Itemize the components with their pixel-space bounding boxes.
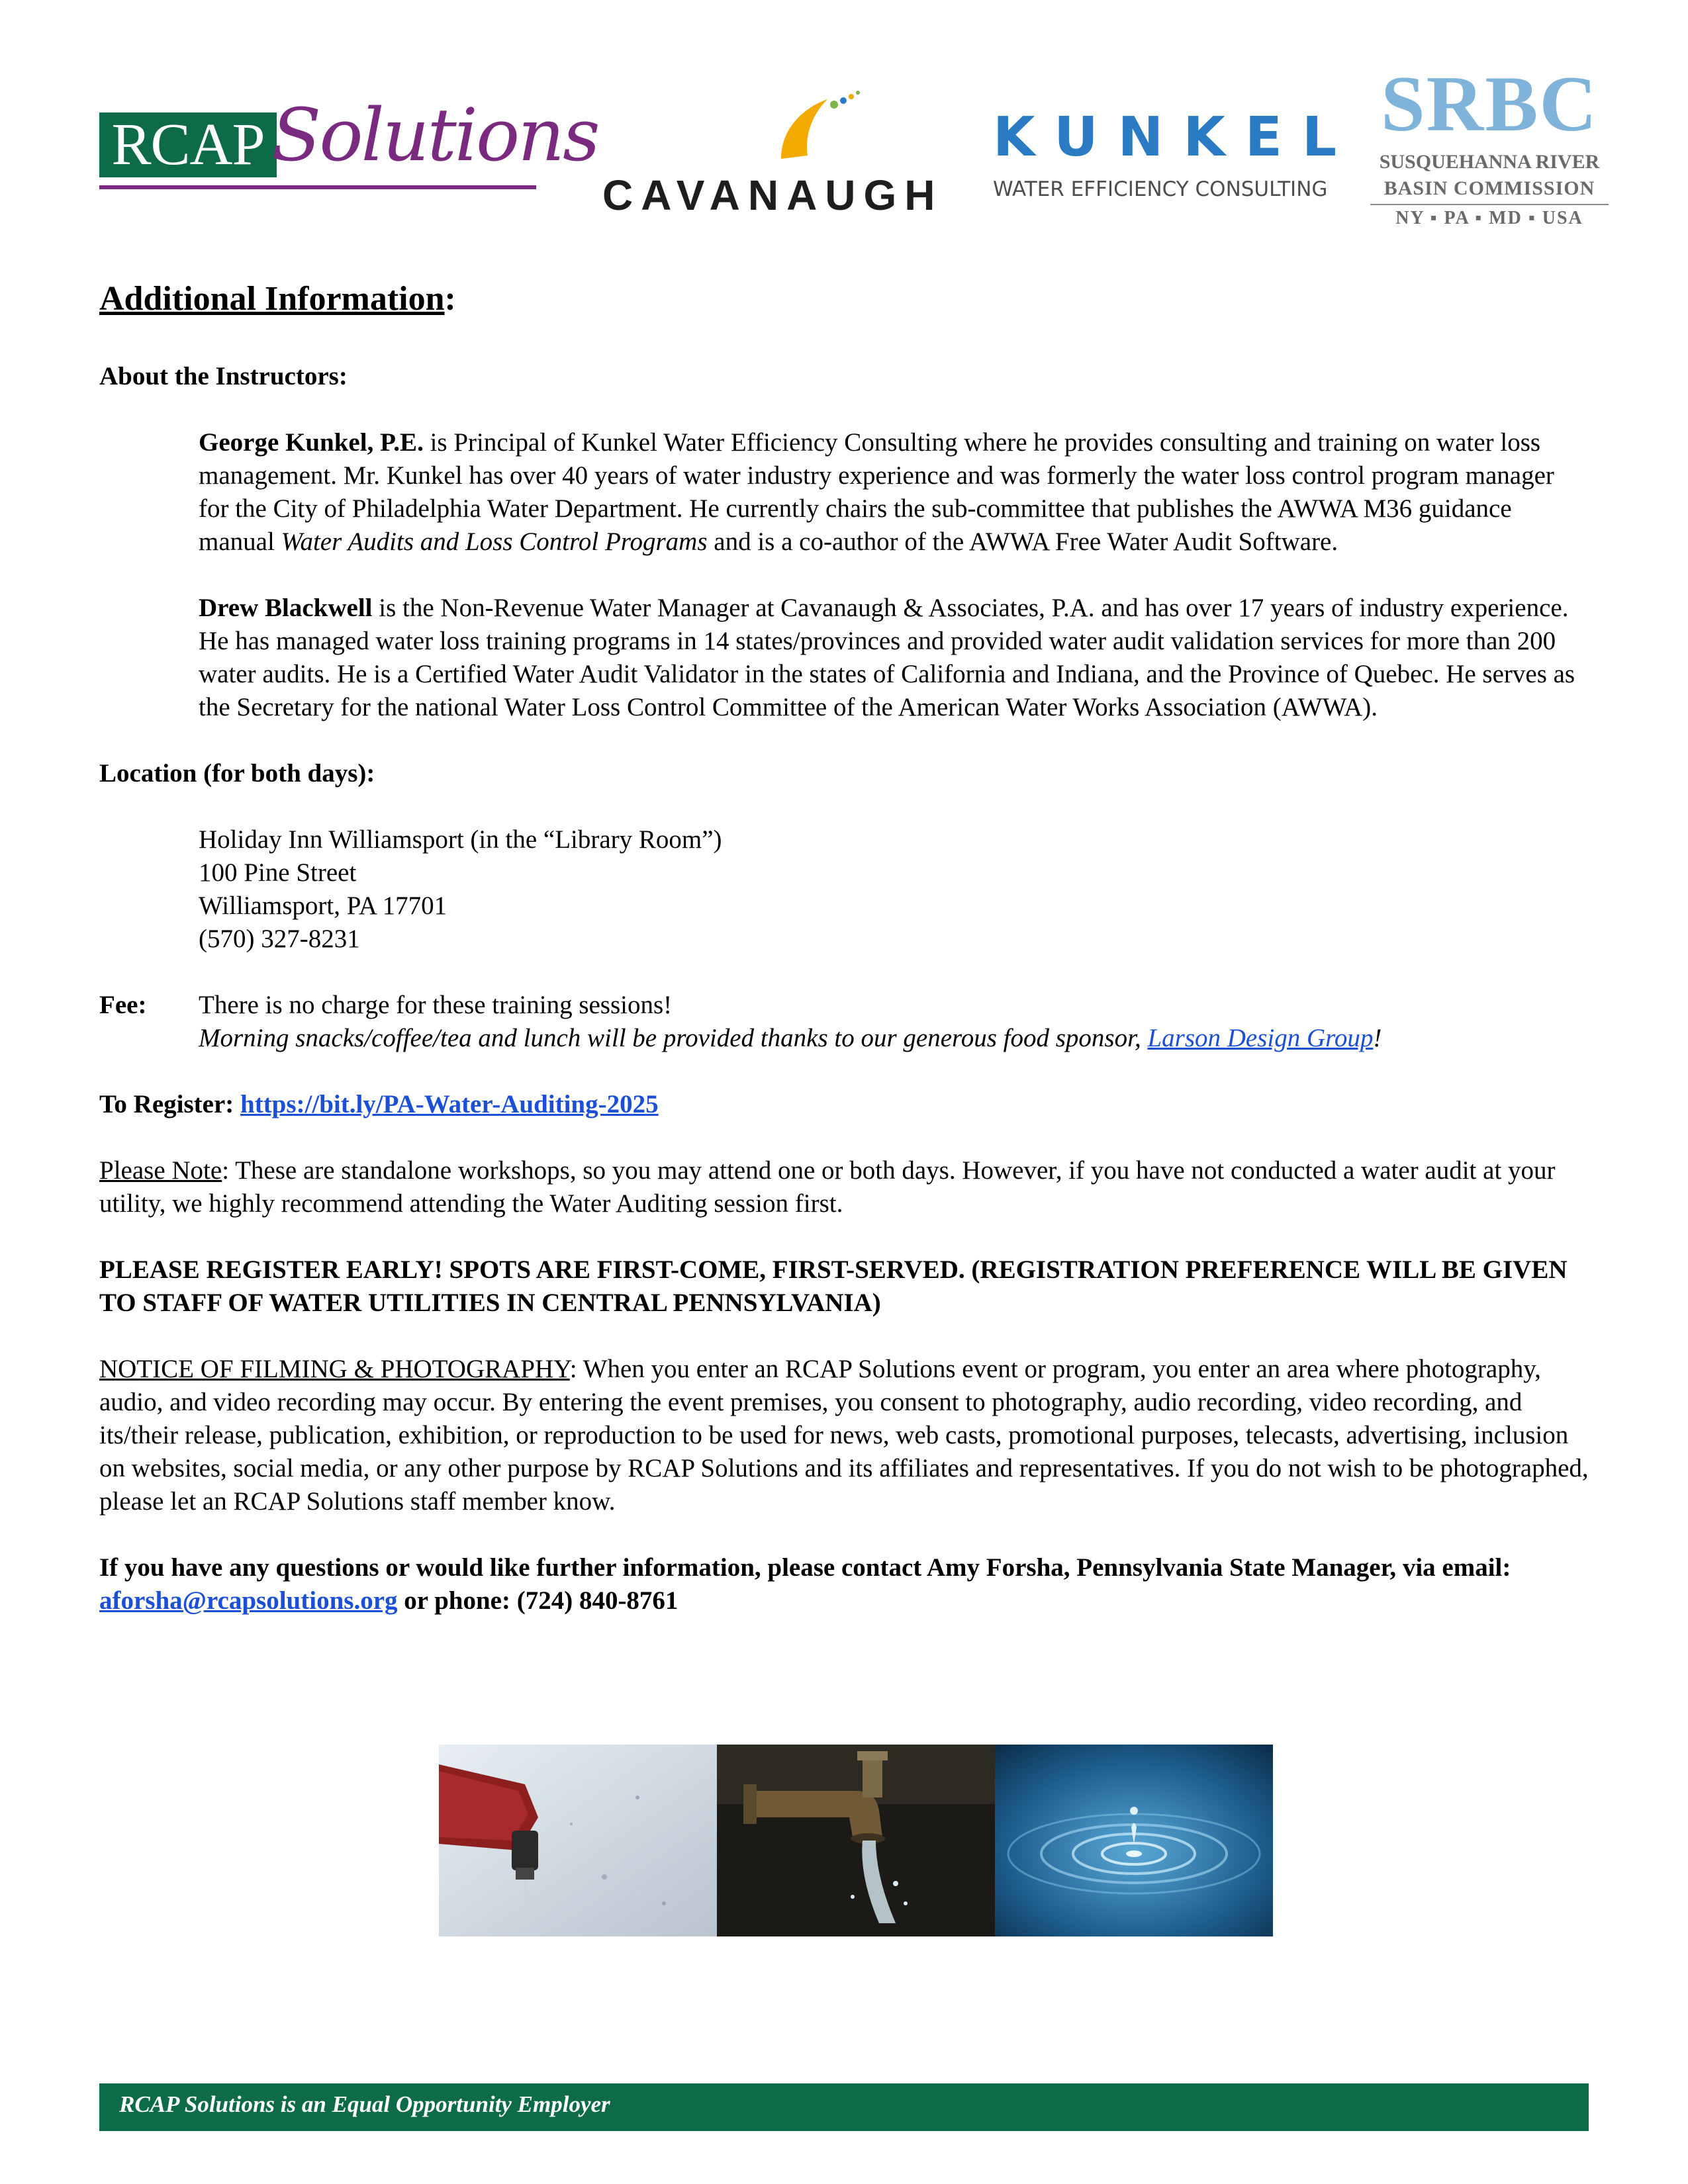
spacer: [99, 1055, 1589, 1088]
rcap-logo-script: Solutions: [271, 93, 598, 177]
location-venue: Holiday Inn Williamsport (in the “Library Room”): [199, 825, 722, 854]
spacer: [99, 1320, 1589, 1353]
main-content: [99, 278, 1589, 1617]
fee-sponsor-end: !: [1373, 1024, 1382, 1052]
spacer: [99, 790, 1589, 823]
instructors-label: About the Instructors:: [99, 362, 348, 390]
contact-text: If you have any questions or would like further information, please contact Amy Forsha, Pennsylvania State Manager, via email:: [99, 1553, 1511, 1582]
please-note-label: Please Note: [99, 1156, 222, 1185]
please-note: [99, 1154, 1589, 1220]
srbc-line-2: BASIN COMMISSION: [1383, 177, 1595, 199]
srbc-wordmark: SRBC: [1380, 60, 1599, 148]
kunkel-wordmark: KUNKEL: [993, 106, 1357, 169]
hydrant-snow-photo: [439, 1745, 717, 1936]
srbc-divider: [1370, 204, 1609, 205]
footer-text: RCAP Solutions is an Equal Opportunity Employer: [119, 2091, 610, 2117]
register-line: [99, 1088, 1589, 1121]
cavanaugh-swoosh-icon: [768, 86, 861, 165]
kunkel-logo: [993, 106, 1364, 212]
spacer: [99, 1220, 1589, 1253]
location-phone: (570) 327-8231: [199, 925, 360, 953]
fee-sponsor-line: [199, 1022, 1589, 1055]
kunkel-book-title: Water Audits and Loss Control Programs: [281, 527, 708, 556]
kunkel-subtitle: WATER EFFICIENCY CONSULTING: [993, 177, 1328, 201]
photo-strip: [439, 1745, 1273, 1936]
blackwell-bio: [199, 592, 1589, 724]
spacer: [99, 559, 1589, 592]
spacer: [99, 320, 1589, 360]
spacer: [99, 956, 1589, 989]
footer-bar: [99, 2083, 1589, 2131]
kunkel-bio-text: is Principal of Kunkel Water Efficiency Consulting where he provides consulting and training on water loss management. Mr. Kunkel has over 40 years of water industry experience and was formerly the water loss control program manager for the City of Philadelphia Water Department. He currently chairs the sub-committee that publishes the AWWA M36 guidance manual: [199, 428, 1554, 556]
cavanaugh-wordmark: CAVANAUGH: [602, 171, 943, 219]
rcap-logo-box: RCAP: [99, 113, 277, 177]
cavanaugh-logo: [602, 86, 943, 219]
filming-notice: [99, 1353, 1589, 1518]
register-early-warning: PLEASE REGISTER EARLY! SPOTS ARE FIRST-COME, FIRST-SERVED. (REGISTRATION PREFERENCE WILL BE GIVEN TO STAFF OF WATER UTILITIES IN CENTRAL PENNSYLVANIA): [99, 1255, 1568, 1317]
spacer: [99, 724, 1589, 757]
fee-sponsor-text: Morning snacks/coffee/tea and lunch will be provided thanks to our generous food sponsor,: [199, 1024, 1148, 1052]
register-label: To Register:: [99, 1090, 241, 1118]
page-title-colon: :: [444, 280, 456, 318]
srbc-logo: [1370, 60, 1615, 238]
spacer: [99, 1518, 1589, 1551]
contact-info: [99, 1551, 1589, 1617]
contact-email-link[interactable]: aforsha@rcapsolutions.org: [99, 1586, 398, 1615]
spacer: [99, 1121, 1589, 1154]
filming-notice-label: NOTICE OF FILMING & PHOTOGRAPHY: [99, 1355, 570, 1383]
location-label: Location (for both days):: [99, 759, 375, 788]
location-city: Williamsport, PA 17701: [199, 891, 447, 920]
rcap-logo-underline: [99, 185, 536, 189]
larson-design-group-link[interactable]: Larson Design Group: [1147, 1024, 1374, 1052]
location-street: 100 Pine Street: [199, 858, 357, 887]
sponsor-logos: [99, 60, 1609, 245]
kunkel-bio-text-end: and is a co-author of the AWWA Free Water Audit Software.: [707, 527, 1338, 556]
fee-text: There is no charge for these training sessions!: [199, 991, 673, 1019]
page-title: Additional Information: [99, 280, 445, 318]
spacer: [99, 393, 1589, 426]
blackwell-name: Drew Blackwell: [199, 594, 373, 622]
old-faucet-photo: [717, 1745, 995, 1936]
fee-row: [99, 989, 1589, 1022]
kunkel-bio: [199, 426, 1589, 559]
blackwell-bio-text: is the Non-Revenue Water Manager at Cavanaugh & Associates, P.A. and has over 17 years of industry experience. He has managed water loss training programs in 14 states/provinces and provided water audit validation services for more than 200 water audits. He is a Certified Water Audit Validator in the states of California and Indiana, and the Province of Quebec. He serves as the Secretary for the national Water Loss Control Committee of the American Water Works Association (AWWA).: [199, 594, 1575, 721]
kunkel-name: George Kunkel, P.E.: [199, 428, 424, 457]
srbc-line-1: SUSQUEHANNA RIVER: [1379, 151, 1600, 173]
page-heading: [99, 278, 1589, 320]
rcap-solutions-logo: [99, 93, 598, 212]
water-ripple-photo: [995, 1745, 1273, 1936]
srbc-states: NY ▪ PA ▪ MD ▪ USA: [1395, 208, 1583, 228]
contact-phone: or phone: (724) 840-8761: [397, 1586, 679, 1615]
fee-label: Fee:: [99, 991, 147, 1019]
register-link[interactable]: https://bit.ly/PA-Water-Auditing-2025: [240, 1090, 659, 1118]
filming-notice-text: : When you enter an RCAP Solutions event or program, you enter an area where photography, audio, and video recording may occur. By entering the event premises, you consent to photography, audio recording, video recording, and its/their release, publication, exhibition, or reproduction to be used for news, web casts, promotional purposes, telecasts, advertising, inclusion on websites, social media, or any other purpose by RCAP Solutions and its affiliates and representatives. If you do not wish to be photographed, please let an RCAP Solutions staff member know.: [99, 1355, 1589, 1516]
please-note-text: : These are standalone workshops, so you may attend one or both days. However, if you have not conducted a water audit at your utility, we highly recommend attending the Water Auditing session first.: [99, 1156, 1556, 1218]
